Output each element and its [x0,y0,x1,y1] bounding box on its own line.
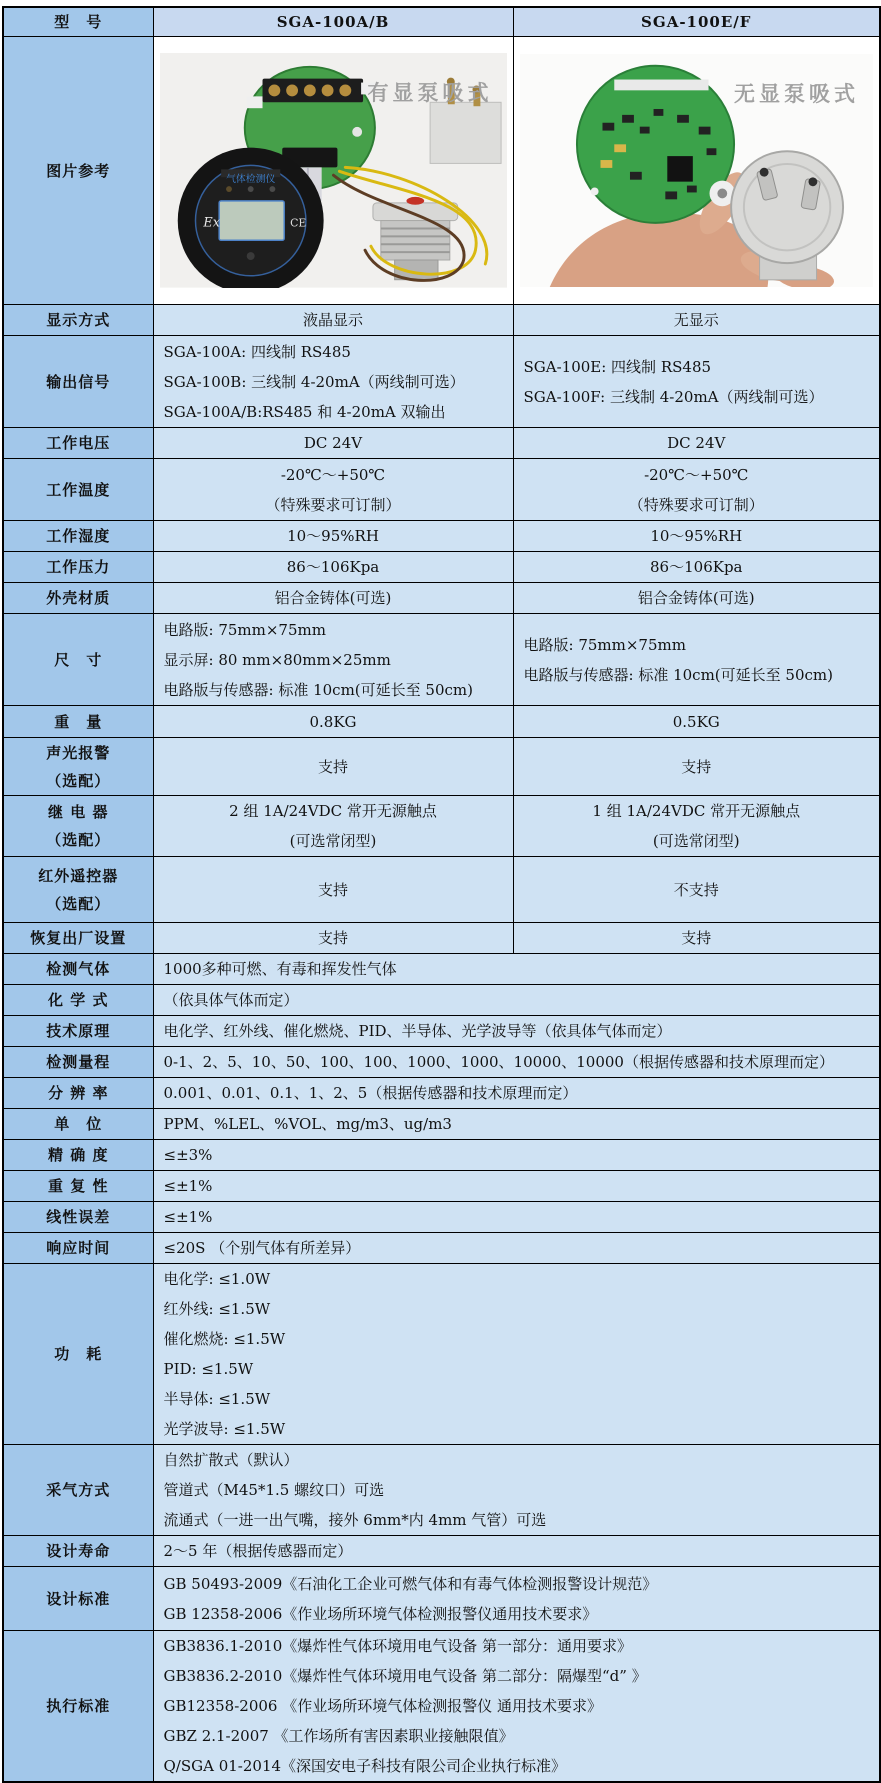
left-watermark: 有显泵吸式 [367,80,493,106]
row-technical-principle [3,1016,880,1047]
row-label: 设计寿命 [3,1536,153,1567]
row-units [3,1109,880,1140]
row-response-time [3,1233,880,1264]
row-design-life [3,1536,880,1567]
row-label: 红外遥控器 （选配） [3,857,153,923]
value: 0.001、0.01、0.1、1、2、5（根据传感器和技术原理而定） [153,1078,880,1109]
product-photo-pump-with-display [160,53,507,288]
value-b: -20℃～+50℃ （特殊要求可订制） [513,459,880,521]
row-weight [3,706,880,738]
value: 0-1、2、5、10、50、100、100、1000、1000、10000、10000（根据传感器和技术原理而定） [153,1047,880,1078]
row-power-consumption [3,1264,880,1445]
value: ≤±3% [153,1140,880,1171]
value-a: 液晶显示 [153,305,513,336]
row-resolution [3,1078,880,1109]
value: ≤20S （个别气体有所差异） [153,1233,880,1264]
row-label: 继 电 器 （选配） [3,796,153,857]
value-b: 0.5KG [513,706,880,738]
svg-text:CE: CE [289,216,306,230]
value-b: 无显示 [513,305,880,336]
product-photo-a-cell [153,37,513,305]
row-label: 尺 寸 [3,614,153,706]
value: 电化学、红外线、催化燃烧、PID、半导体、光学波导等（依具体气体而定） [153,1016,880,1047]
row-label: 工作湿度 [3,521,153,552]
row-label: 化 学 式 [3,985,153,1016]
value-a: 86～106Kpa [153,552,513,583]
value-a: 铝合金铸体(可选) [153,583,513,614]
value: 2～5 年（根据传感器而定） [153,1536,880,1567]
row-label: 响应时间 [3,1233,153,1264]
row-sampling-method [3,1445,880,1536]
product-photo-pump-no-display [520,54,874,288]
row-label: 设计标准 [3,1567,153,1631]
value-a: 支持 [153,857,513,923]
row-relay [3,796,880,857]
svg-text:气体检测仪: 气体检测仪 [225,174,275,186]
row-detected-gases [3,954,880,985]
row-linearity-error [3,1202,880,1233]
row-label: 分 辨 率 [3,1078,153,1109]
row-audible-visual-alarm [3,738,880,796]
value-b: 10～95%RH [513,521,880,552]
row-label: 精 确 度 [3,1140,153,1171]
row-label: 技术原理 [3,1016,153,1047]
row-model [3,7,880,37]
value-a: DC 24V [153,428,513,459]
value-b: 支持 [513,923,880,954]
row-label: 单 位 [3,1109,153,1140]
row-label: 重 复 性 [3,1171,153,1202]
image-row-label: 图片参考 [3,37,153,305]
value: PPM、%LEL、%VOL、mg/m3、ug/m3 [153,1109,880,1140]
gas-detector-gauge-icon [177,148,323,288]
value: 电化学: ≤1.0W 红外线: ≤1.5W 催化燃烧: ≤1.5W PID: ≤1.5W 半导体: ≤1.5W 光学波导: ≤1.5W [153,1264,880,1445]
spec-sheet [2,6,879,1783]
product-photo-b-cell [513,37,880,305]
row-shell-material [3,583,880,614]
row-label: 功 耗 [3,1264,153,1445]
value-a: SGA-100A: 四线制 RS485 SGA-100B: 三线制 4-20mA（两线制可选） SGA-100A/B:RS485 和 4-20mA 双输出 [153,336,513,428]
value: GB 50493-2009《石油化工企业可燃气体和有毒气体检测报警设计规范》 GB 12358-2006《作业场所环境气体检测报警仪通用技术要求》 [153,1567,880,1631]
value-b: 86～106Kpa [513,552,880,583]
row-working-voltage [3,428,880,459]
row-working-humidity [3,521,880,552]
value-b: 铝合金铸体(可选) [513,583,880,614]
row-label: 恢复出厂设置 [3,923,153,954]
value-a: 10～95%RH [153,521,513,552]
value-a: -20℃～+50℃ （特殊要求可订制） [153,459,513,521]
row-execution-standards [3,1631,880,1783]
model-b: SGA-100E/F [513,7,880,37]
row-factory-reset [3,923,880,954]
value-a: 2 组 1A/24VDC 常开无源触点 (可选常闭型) [153,796,513,857]
model-label: 型 号 [3,7,153,37]
row-label: 输出信号 [3,336,153,428]
row-label: 显示方式 [3,305,153,336]
row-label: 工作压力 [3,552,153,583]
value-a: 支持 [153,738,513,796]
row-label: 线性误差 [3,1202,153,1233]
row-chemical-formula [3,985,880,1016]
right-watermark: 无显泵吸式 [734,80,859,106]
row-accuracy [3,1140,880,1171]
value: ≤±1% [153,1171,880,1202]
row-working-temperature [3,459,880,521]
value-b: 支持 [513,738,880,796]
model-a: SGA-100A/B [153,7,513,37]
row-label: 声光报警 （选配） [3,738,153,796]
value-b: 电路版: 75mm×75mm 电路版与传感器: 标准 10cm(可延长至 50cm) [513,614,880,706]
row-display-mode [3,305,880,336]
row-label: 工作温度 [3,459,153,521]
row-output-signal [3,336,880,428]
value: ≤±1% [153,1202,880,1233]
value: （依具体气体而定） [153,985,880,1016]
value-a: 电路版: 75mm×75mm 显示屏: 80 mm×80mm×25mm 电路版与传感器: 标准 10cm(可延长至 50cm) [153,614,513,706]
value-b: SGA-100E: 四线制 RS485 SGA-100F: 三线制 4-20mA（两线制可选） [513,336,880,428]
row-label: 工作电压 [3,428,153,459]
row-repeatability [3,1171,880,1202]
row-detection-range [3,1047,880,1078]
row-label: 检测气体 [3,954,153,985]
value-b: 1 组 1A/24VDC 常开无源触点 (可选常闭型) [513,796,880,857]
row-label: 检测量程 [3,1047,153,1078]
row-ir-remote [3,857,880,923]
row-label: 执行标准 [3,1631,153,1783]
svg-text:Ex: Ex [202,215,220,231]
row-dimensions [3,614,880,706]
value: GB3836.1-2010《爆炸性气体环境用电气设备 第一部分：通用要求》 GB3836.2-2010《爆炸性气体环境用电气设备 第二部分：隔爆型“d” 》 GB12358-2006 《作业场所环境气体检测报警仪 通用技术要求》 GBZ 2.1-2007 《工作场所有害因素职业接触限值》 Q/SGA 01-2014《深国安电子科技有限公司企业执行标准》 [153,1631,880,1783]
value: 自然扩散式（默认） 管道式（M45*1.5 螺纹口）可选 流通式（一进一出气嘴，接外 6mm*内 4mm 气管）可选 [153,1445,880,1536]
value-b: DC 24V [513,428,880,459]
row-label: 外壳材质 [3,583,153,614]
row-label: 重 量 [3,706,153,738]
spec-table [2,6,881,1783]
row-label: 采气方式 [3,1445,153,1536]
row-working-pressure [3,552,880,583]
value: 1000多种可燃、有毒和挥发性气体 [153,954,880,985]
row-image-reference [3,37,880,305]
value-a: 0.8KG [153,706,513,738]
value-b: 不支持 [513,857,880,923]
row-design-standards [3,1567,880,1631]
value-a: 支持 [153,923,513,954]
